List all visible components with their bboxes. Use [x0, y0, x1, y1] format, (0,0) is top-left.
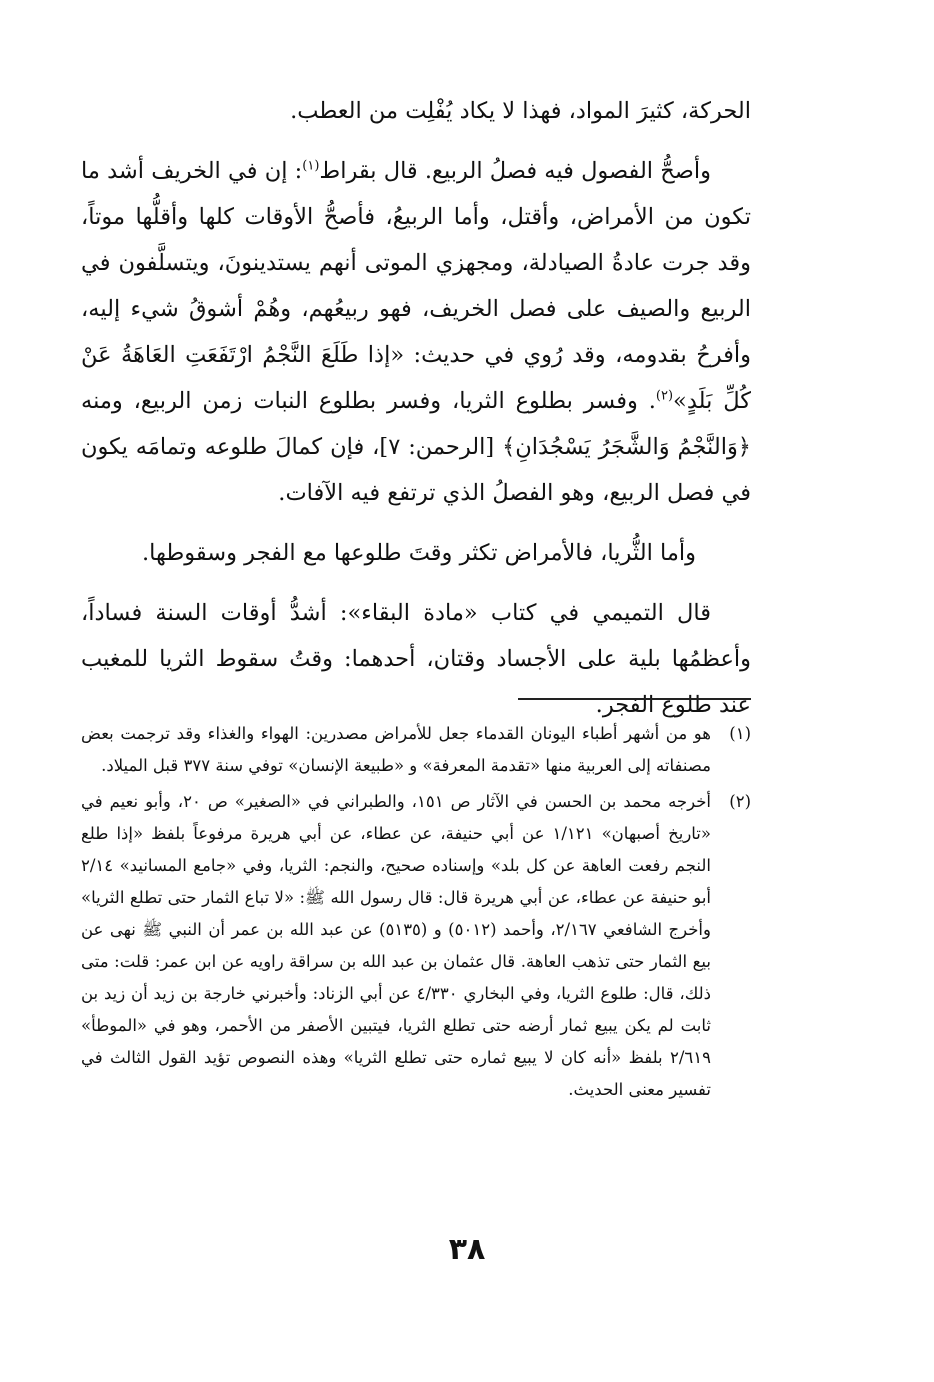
footnote-ref-1[interactable]: (١): [302, 158, 320, 174]
footnotes-section: [81, 718, 751, 1110]
footnote-number: (٢): [729, 792, 751, 811]
paragraph-2-part-a: وأصحُّ الفصول فيه فصلُ الربيع. قال بقراط: [319, 158, 711, 184]
footnote-ref-2[interactable]: (٢): [655, 388, 674, 404]
paragraph-3-text: وأما الثُّريا، فالأمراض تكثر وقتَ طلوعها مع الفجر وسقوطها.: [142, 540, 696, 566]
paragraph-4: [81, 590, 751, 728]
footnote-number: (١): [729, 724, 751, 743]
footnote-text: أخرجه محمد بن الحسن في الآثار ص ١٥١، والطبراني في «الصغير» ص ٢٠، وأبو نعيم في «تاريخ أصبهان» ١/١٢١ عن أبي حنيفة، عن عطاء، عن أبي هريرة مرفوعاً بلفظ «إذا طلع النجم رفعت العاهة عن كل بلد» وإسناده صحيح، والنجم: الثريا، وفي «جامع المسانيد» ٢/١٤ أبو حنيفة عن عطاء، عن أبي هريرة قال: قال رسول الله ﷺ: «لا تباع الثمار حتى تطلع الثريا» وأخرج الشافعي ٢/١٦٧، وأحمد (٥٠١٢) و (٥١٣٥) عن عبد الله بن عمر أن النبي ﷺ نهى عن بيع الثمار حتى تذهب العاهة. قال عثمان بن عبد الله بن سراقة راويه عن ابن عمر: قلت: متى ذلك، قال: طلوع الثريا، وفي البخاري ٤/٣٣٠ عن أبي الزناد: وأخبرني خارجة بن زيد أن زيد بن ثابت لم يكن يبيع ثمار أرضه حتى تطلع الثريا، فيتبين الأصفر من الأحمر، وهو في «الموطأ» ٢/٦١٩ بلفظ «أنه كان لا يبيع ثماره حتى تطلع الثريا» وهذه النصوص تؤيد القول الثالث في تفسير معنى الحديث.: [81, 792, 712, 1099]
paragraph-1: [81, 88, 751, 134]
main-text-body: [81, 88, 751, 728]
paragraph-3: [81, 530, 751, 576]
footnote-2: [81, 786, 751, 1106]
paragraph-2-part-c: . وفسر بطلوع الثريا، وفسر بطلوع النبات زمن الربيع، ومنه ﴿وَالنَّجْمُ وَالشَّجَرُ يَسْجُدَانِ﴾ [الرحمن: ٧]، فإن كمالَ طلوعه وتمامَه يكون في فصل الربيع، وهو الفصلُ الذي ترتفع فيه الآفات.: [81, 388, 751, 506]
footnote-1: [81, 718, 751, 782]
footnote-text: هو من أشهر أطباء اليونان القدماء جعل للأمراض مصدرين: الهواء والغذاء وقد ترجمت بعض مصنفاته إلى العربية منها «تقدمة المعرفة» و «طبيعة الإنسان» توفي سنة ٣٧٧ قبل الميلاد.: [81, 724, 711, 775]
paragraph-2: [81, 148, 751, 516]
paragraph-4-text: قال التميمي في كتاب «مادة البقاء»: أشدُّ أوقات السنة فساداً، وأعظمُها بلية على الأجساد وقتان، أحدهما: وقتُ سقوط الثريا للمغيب عند طلوع الفجر.: [81, 600, 752, 718]
paragraph-2-part-b: : إن في الخريف أشد ما تكون من الأمراض، وأقتل، وأما الربيعُ، فأصحُّ الأوقات كلها وأقلُّها موتاً، وقد جرت عادةُ الصيادلة، ومجهزي الموتى أنهم يستدينونَ، ويتسلَّفون في الربيع والصيف على فصل الخريف، فهو ربيعُهم، وهُمْ أشوقُ شيء إليه، وأفرحُ بقدومه، وقد رُوي في حديث: «إذا طَلَعَ النَّجْمُ ارْتَفَعَتِ العَاهَةُ عَنْ كُلِّ بَلَدٍ»: [81, 158, 751, 414]
footnote-separator: [518, 698, 751, 700]
paragraph-1-text: الحركة، كثيرَ المواد، فهذا لا يكاد يُفْلِت من العطب.: [290, 98, 751, 124]
page-number: ٣٨: [448, 1232, 486, 1267]
